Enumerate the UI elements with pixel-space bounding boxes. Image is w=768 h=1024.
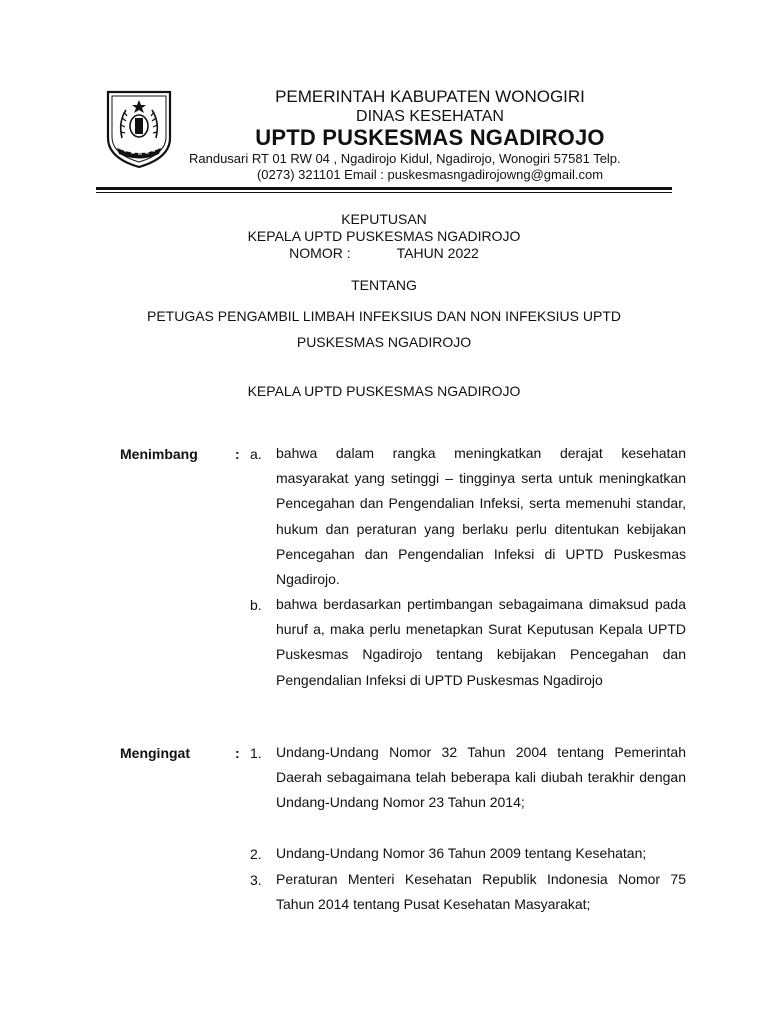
menimbang-label: Menimbang (120, 446, 198, 462)
menimbang-item-b: bahwa berdasarkan pertimbangan sebagaimana dimaksud pada huruf a, maka perlu menetapkan Surat Keputusan Kepala UPTD Puskesmas Ngadirojo tentang kebijakan Pencegahan dan Pengendalian Infeksi di UPTD Puskesmas Ngadirojo (276, 596, 686, 688)
letterhead-contact: (0273) 321101 Email : puskesmasngadirojowng@gmail.com (256, 167, 604, 182)
mengingat-marker-1: 1. (250, 745, 262, 761)
letterhead-institution: UPTD PUSKESMAS NGADIROJO (255, 125, 605, 150)
mengingat-marker-2: 2. (250, 846, 262, 862)
menimbang-marker-b: b. (250, 597, 262, 613)
decree-issuer-heading: KEPALA UPTD PUSKESMAS NGADIROJO (247, 228, 521, 244)
menimbang-marker-a: a. (250, 446, 262, 462)
menimbang-item-a: bahwa dalam rangka meningkatkan derajat kesehatan masyarakat yang setinggi – tingginya serta untuk meningkatkan Pencegahan dan Pengendalian Infeksi, serta memenuhi standar, hukum dan peraturan yang berlaku perlu ditentukan kebijakan Pencegahan dan Pengendalian Infeksi di UPTD Puskesmas Ngadirojo. (276, 445, 686, 588)
tentang-heading: TENTANG (351, 277, 417, 293)
letterhead-department: DINAS KESEHATAN (356, 108, 504, 125)
decree-heading: KEPUTUSAN (341, 211, 427, 227)
regency-emblem-icon (104, 88, 174, 170)
mengingat-item-3: Peraturan Menteri Kesehatan Republik Indonesia Nomor 75 Tahun 2014 tentang Pusat Kesehatan Masyarakat; (276, 871, 686, 913)
mengingat-colon: : (235, 745, 240, 761)
decree-year: TAHUN 2022 (396, 245, 479, 261)
mengingat-label: Mengingat (120, 745, 190, 761)
decree-issuer: KEPALA UPTD PUSKESMAS NGADIROJO (247, 383, 521, 399)
nomor-label: NOMOR : (289, 245, 351, 261)
decree-subject-line2: PUSKESMAS NGADIROJO (296, 334, 472, 350)
mengingat-item-2: Undang-Undang Nomor 36 Tahun 2009 tentang Kesehatan; (276, 845, 647, 861)
letterhead-rule-thick (96, 187, 672, 190)
mengingat-marker-3: 3. (250, 872, 262, 888)
decree-subject-line1: PETUGAS PENGAMBIL LIMBAH INFEKSIUS DAN NON INFEKSIUS UPTD (146, 308, 621, 324)
letterhead-address: Randusari RT 01 RW 04 , Ngadirojo Kidul, Ngadirojo, Wonogiri 57581 Telp. (189, 151, 621, 166)
decree-number (84, 245, 684, 261)
mengingat-item-1: Undang-Undang Nomor 32 Tahun 2004 tentang Pemerintah Daerah sebagaimana telah beberapa kali diubah terakhir dengan Undang-Undang Nomor 23 Tahun 2014; (276, 744, 686, 811)
menimbang-colon: : (235, 446, 240, 462)
letterhead-government: PEMERINTAH KABUPATEN WONOGIRI (275, 87, 585, 106)
letterhead-rule-thin (96, 192, 672, 193)
